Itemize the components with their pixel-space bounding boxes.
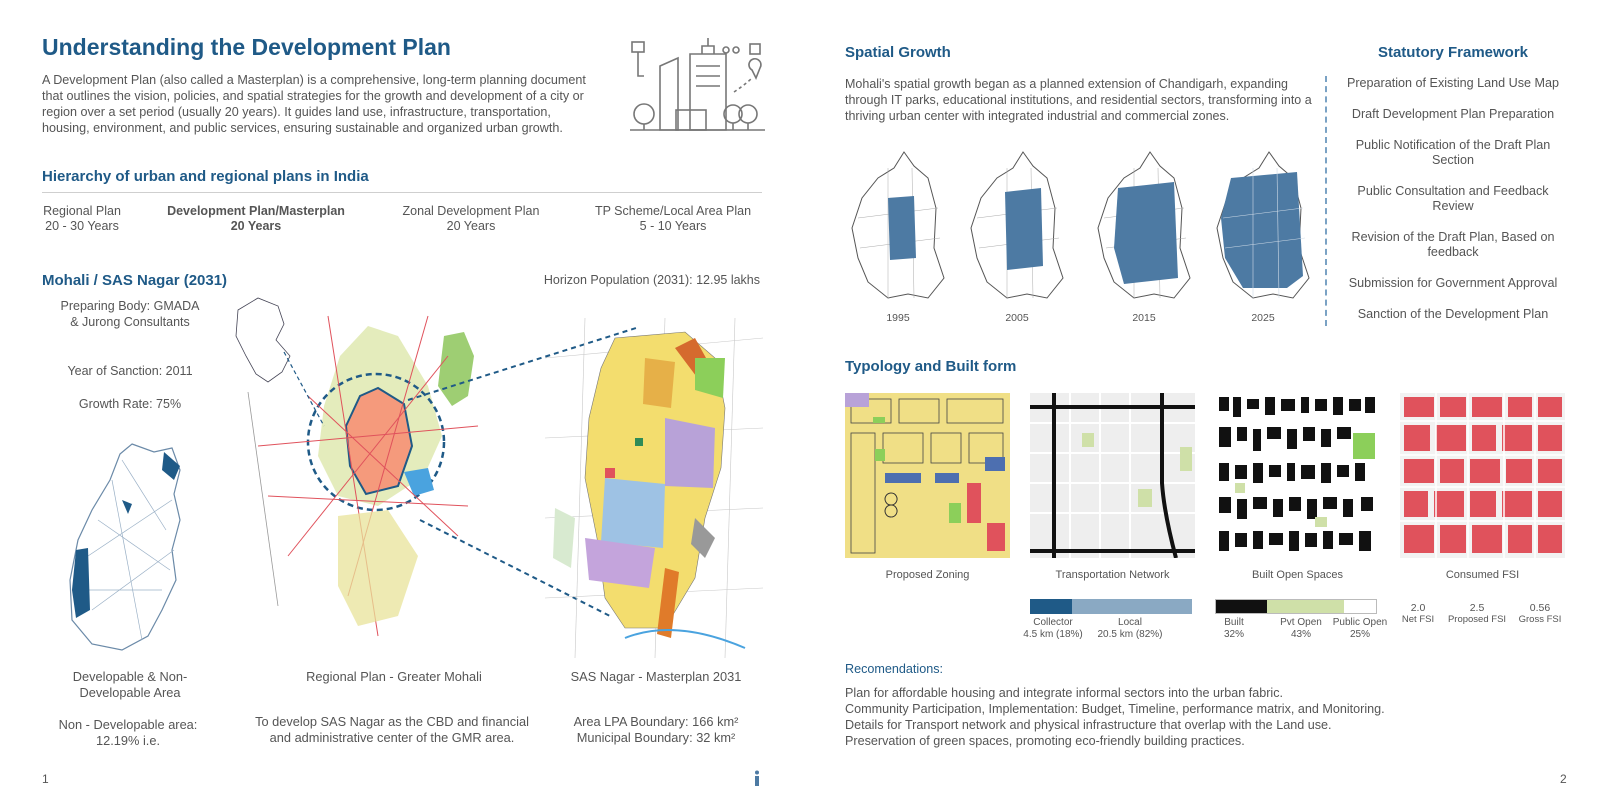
pvt-open-share-segment — [1267, 600, 1344, 613]
preparing-body: Preparing Body: GMADA & Jurong Consultants — [60, 299, 200, 329]
info-icon — [753, 770, 761, 786]
caption-masterplan: SAS Nagar - Masterplan 2031 — [570, 669, 742, 684]
masterplan-2031-map — [545, 318, 763, 658]
consumed-fsi-map — [1400, 393, 1565, 558]
year-label-2015: 2015 — [1132, 312, 1156, 324]
statutory-step-7: Sanction of the Development Plan — [1357, 307, 1549, 321]
hierarchy-development-plan: Development Plan/Masterplan 20 Years — [167, 204, 345, 233]
fsi-net: 2.0 Net FSI — [1401, 602, 1435, 625]
intro-paragraph: A Development Plan (also called a Masterplan) is a comprehensive, long-term planning document that outlines the vision, policies, and spatial strategies for the growth and development of a city or region over a set period (usually 20 years). It guides land use, infrastructure, transportation, housing, environment, and public services, ensuring sustainable and organized urban growth. — [42, 73, 586, 135]
caption-transportation-network: Transportation Network — [1055, 569, 1170, 581]
statutory-divider — [1325, 76, 1327, 326]
statutory-step-1: Preparation of Existing Land Use Map — [1346, 76, 1560, 90]
hierarchy-heading: Hierarchy of urban and regional plans in India — [42, 168, 369, 185]
hierarchy-tp-scheme: TP Scheme/Local Area Plan 5 - 10 Years — [594, 204, 752, 233]
typology-heading: Typology and Built form — [845, 358, 1017, 375]
statutory-step-6: Submission for Government Approval — [1348, 276, 1558, 290]
hierarchy-divider — [42, 192, 762, 193]
transport-share-bar — [1030, 599, 1192, 614]
legend-collector: Collector 4.5 km (18%) — [1023, 617, 1083, 640]
page-number-right: 2 — [1560, 772, 1567, 786]
legend-local: Local 20.5 km (82%) — [1097, 617, 1163, 640]
statutory-step-2: Draft Development Plan Preparation — [1351, 107, 1555, 121]
note-cbd-objective: To develop SAS Nagar as the CBD and financial and administrative center of the GMR area. — [255, 714, 529, 745]
statutory-step-5: Revision of the Draft Plan, Based on feedback — [1351, 230, 1555, 259]
transportation-network-map — [1030, 393, 1195, 558]
note-non-developable-area: Non - Developable area: 12.19% i.e. — [58, 717, 198, 748]
page-title: Understanding the Development Plan — [42, 34, 451, 60]
spatial-growth-map-2025 — [1213, 148, 1313, 304]
hierarchy-zonal-plan: Zonal Development Plan 20 Years — [402, 204, 540, 233]
fsi-gross: 0.56 Gross FSI — [1518, 602, 1562, 625]
year-of-sanction: Year of Sanction: 2011 — [67, 364, 193, 378]
developable-area-map — [62, 440, 192, 655]
spatial-growth-map-2015 — [1094, 148, 1194, 304]
recommendations-heading: Recomendations: — [845, 662, 944, 676]
legend-built: Built 32% — [1223, 617, 1244, 640]
caption-regional-plan: Regional Plan - Greater Mohali — [306, 669, 482, 684]
spatial-growth-map-2005 — [967, 148, 1067, 304]
spatial-growth-text: Mohali's spatial growth began as a planned extension of Chandigarh, expanding through IT parks, educational institutions, and residential sectors, transforming into a thriving urban center with integrated industrial and commercial zones. — [845, 77, 1312, 123]
year-label-2025: 2025 — [1251, 312, 1275, 324]
hierarchy-regional-plan: Regional Plan 20 - 30 Years — [43, 204, 121, 233]
case-study-heading: Mohali / SAS Nagar (2031) — [42, 272, 228, 289]
spatial-growth-heading: Spatial Growth — [845, 44, 951, 61]
built-share-segment — [1216, 600, 1267, 613]
public-open-share-segment — [1344, 600, 1376, 613]
year-label-1995: 1995 — [886, 312, 910, 324]
recommendation-3: Details for Transport network and physical infrastructure that overlap with the Land use. — [845, 718, 1332, 732]
page-number-left: 1 — [42, 772, 49, 786]
statutory-step-4: Public Consultation and Feedback Review — [1357, 184, 1549, 213]
caption-developable-area: Developable & Non-Developable Area — [72, 669, 188, 700]
recommendation-4: Preservation of green spaces, promoting eco-friendly building practices. — [845, 734, 1245, 748]
recommendation-2: Community Participation, Implementation: Budget, Timeline, performance matrix, and Monitoring. — [845, 702, 1385, 716]
spatial-growth-map-1995 — [848, 148, 948, 304]
statutory-step-3: Public Notification of the Draft Plan Section — [1355, 138, 1551, 167]
built-open-spaces-map — [1215, 393, 1380, 558]
open-space-share-bar — [1215, 599, 1377, 614]
caption-consumed-fsi: Consumed FSI — [1445, 569, 1520, 581]
year-label-2005: 2005 — [1005, 312, 1029, 324]
legend-public-open: Public Open 25% — [1332, 617, 1388, 640]
fsi-proposed: 2.5 Proposed FSI — [1447, 602, 1507, 625]
statutory-framework-heading: Statutory Framework — [1377, 44, 1529, 61]
local-share-segment — [1072, 599, 1192, 614]
proposed-zoning-map — [845, 393, 1010, 558]
collector-share-segment — [1030, 599, 1072, 614]
growth-rate: Growth Rate: 75% — [78, 397, 182, 411]
city-planning-icon — [630, 36, 765, 136]
note-boundaries: Area LPA Boundary: 166 km² Municipal Boundary: 32 km² — [573, 714, 739, 745]
horizon-population: Horizon Population (2031): 12.95 lakhs — [543, 273, 760, 287]
caption-built-open-spaces: Built Open Spaces — [1251, 569, 1344, 581]
legend-pvt-open: Pvt Open 43% — [1280, 617, 1322, 640]
recommendation-1: Plan for affordable housing and integrate informal sectors into the urban fabric. — [845, 686, 1284, 700]
caption-proposed-zoning: Proposed Zoning — [885, 569, 970, 581]
